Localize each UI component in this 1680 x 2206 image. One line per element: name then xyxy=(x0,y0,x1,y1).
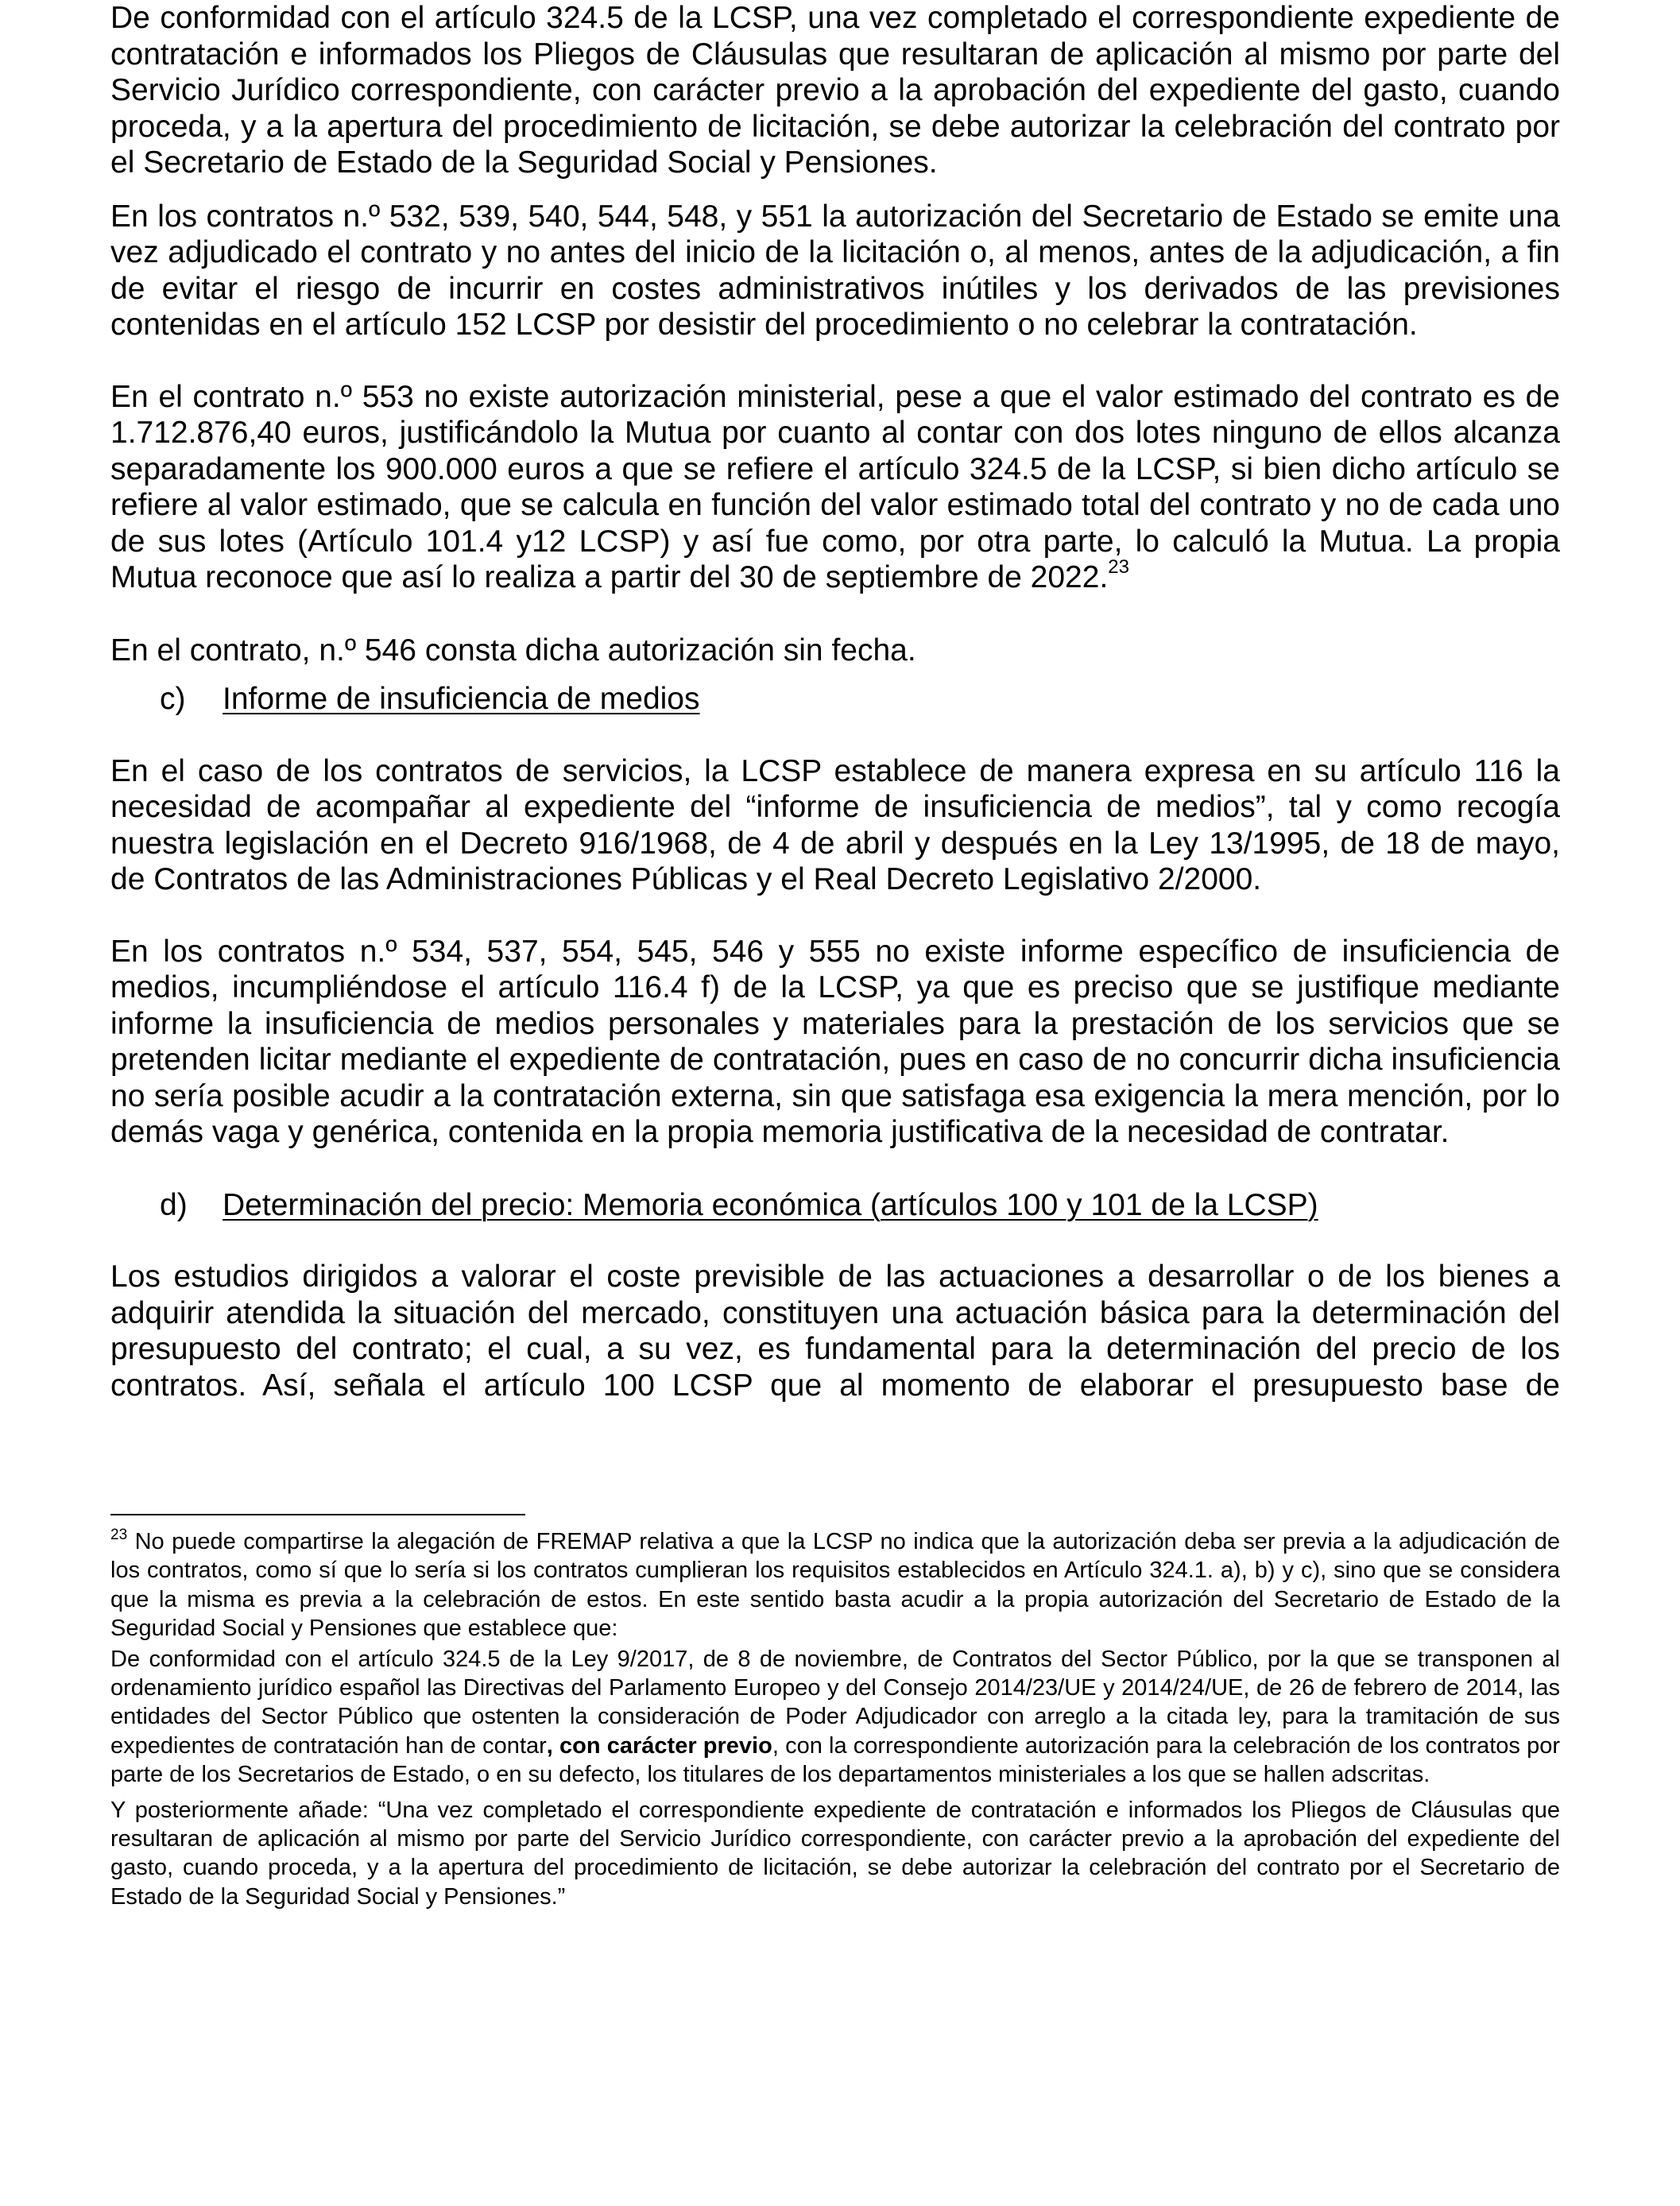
footnote-separator xyxy=(110,1514,525,1515)
footnote-number-23: 23 xyxy=(110,1527,128,1543)
paragraph-contratos-autorizacion-adjudicado: En los contratos n.º 532, 539, 540, 544, 548, y 551 la autorización del Secretario de Estado se emite una vez adjudicado el contrato y no antes del inicio de la licitación o, al menos, antes de la adjudicación, a fin de evitar el riesgo de incurrir en costes administrativos inútiles y los derivados de las previsiones contenidas en el artículo 152 LCSP por desistir del procedimiento o no celebrar la contratación. xyxy=(110,199,1560,342)
section-heading-d xyxy=(110,1187,1560,1224)
paragraph-contrato-546: En el contrato, n.º 546 consta dicha autorización sin fecha. xyxy=(110,633,916,668)
paragraph-contratos-servicios-articulo-116: En el caso de los contratos de servicios, la LCSP establece de manera expresa en su artículo 116 la necesidad de acompañar al expediente del “informe de insuficiencia de medios”, tal y como recogía nuestra legislación en el Decreto 916/1968, de 4 de abril y después en la Ley 13/1995, de 18 de mayo, de Contratos de las Administraciones Públicas y el Real Decreto Legislativo 2/2000. xyxy=(110,753,1560,896)
footnote-23-addendum: Y posteriormente añade: “Una vez completado el correspondiente expediente de contratación e informados los Pliegos de Cláusulas que resultaran de aplicación al mismo por parte del Servicio Jurídico correspondiente, con carácter previo a la aprobación del expediente del gasto, cuando proceda, y a la apertura del procedimiento de licitación, se debe autorizar la celebración del contrato por el Secretario de Estado de la Seguridad Social y Pensiones.” xyxy=(110,1797,1560,1910)
paragraph-estudios-coste-previsible: Los estudios dirigidos a valorar el coste previsible de las actuaciones a desarrollar o de los bienes a adquirir atendida la situación del mercado, constituyen una actuación básica para la determinación del presupuesto del contrato; el cual, a su vez, es fundamental para la determinación del precio de los contratos. Así, señala el artículo 100 LCSP que al momento de elaborar el presupuesto base de xyxy=(110,1260,1560,1403)
document-body xyxy=(110,0,1560,1403)
paragraph-contrato-553 xyxy=(110,379,1560,596)
section-title-informe-insuficiencia: Informe de insuficiencia de medios xyxy=(223,682,700,716)
footnote-reference-23[interactable]: 23 xyxy=(1108,556,1129,578)
paragraph-contrato-553-text: En el contrato n.º 553 no existe autorización ministerial, pese a que el valor estimado del contrato es de 1.712.876,40 euros, justificándolo la Mutua por cuanto al contar con dos lotes ninguno de ellos alcanza separadamente los 900.000 euros a que se refiere el artículo 324.5 de la LCSP, si bien dicho artículo se refiere al valor estimado, que se calcula en función del valor estimado total del contrato y no de cada uno de sus lotes (Artículo 101.4 y12 LCSP) y así fue como, por otra parte, lo calculó la Mutua. La propia Mutua reconoce que así lo realiza a partir del 30 de septiembre de 2022. xyxy=(110,379,1560,594)
section-title-determinacion-precio: Determinación del precio: Memoria económica (artículos 100 y 101 de la LCSP) xyxy=(223,1187,1318,1222)
footnotes-area xyxy=(110,1527,1560,1911)
footnote-23-intro-text: No puede compartirse la alegación de FREMAP relativa a que la LCSP no indica que la autorización deba ser previa a la adjudicación de los contratos, como sí que lo sería si los contratos cumplieran los requisitos establecidos en Artículo 324.1. a), b) y c), sino que se considera que la misma es previa a la celebración de estos. En este sentido basta acudir a la propia autorización del Secretario de Estado de la Seguridad Social y Pensiones que establece que: xyxy=(110,1529,1560,1642)
footnote-23-intro xyxy=(110,1527,1560,1643)
footnote-23-quote-bold: , con carácter previo xyxy=(546,1732,772,1759)
section-heading-c xyxy=(110,681,1560,718)
paragraph-autorizacion-articulo-324-5: De conformidad con el artículo 324.5 de la LCSP, una vez completado el correspondiente expediente de contratación e informados los Pliegos de Cláusulas que resultaran de aplicación al mismo por parte del Servicio Jurídico correspondiente, con carácter previo a la aprobación del expediente del gasto, cuando proceda, y a la apertura del procedimiento de licitación, se debe autorizar la celebración del contrato por el Secretario de Estado de la Seguridad Social y Pensiones. xyxy=(110,1,1560,180)
footnote-23-quote-end: , con la correspondiente autorización para la celebración de los contratos por parte de los Secretarios de Estado, o en su defecto, los titulares de los departamentos ministeriales a los que se hallen adscritas. xyxy=(110,1732,1561,1788)
section-letter-d: d) xyxy=(160,1187,188,1222)
paragraph-contratos-sin-informe-insuficiencia: En los contratos n.º 534, 537, 554, 545, 546 y 555 no existe informe específico de insuficiencia de medios, incumpliéndose el artículo 116.4 f) de la LCSP, ya que es preciso que se justifique mediante informe la insuficiencia de medios personales y materiales para la prestación de los servicios que se pretenden licitar mediante el expediente de contratación, pues en caso de no concurrir dicha insuficiencia no sería posible acudir a la contratación externa, sin que satisfaga esa exigencia la mera mención, por lo demás vaga y genérica, contenida en la propia memoria justificativa de la necesidad de contratar. xyxy=(110,934,1560,1149)
section-letter-c: c) xyxy=(160,682,186,716)
footnote-23-quote xyxy=(110,1645,1560,1790)
footnote-23-quote-start: De conformidad con el artículo 324.5 de la Ley 9/2017, de 8 de noviembre, de Contratos del Sector Público, por la que se transponen al ordenamiento jurídico español las Directivas del Parlamento Europeo y del Consejo 2014/23/UE y 2014/24/UE, de 26 de febrero de 2014, las entidades del Sector Público que ostenten la consideración de Poder Adjudicador con arreglo a la citada ley, para la tramitación de sus expedientes de contratación han de contar xyxy=(110,1646,1560,1759)
